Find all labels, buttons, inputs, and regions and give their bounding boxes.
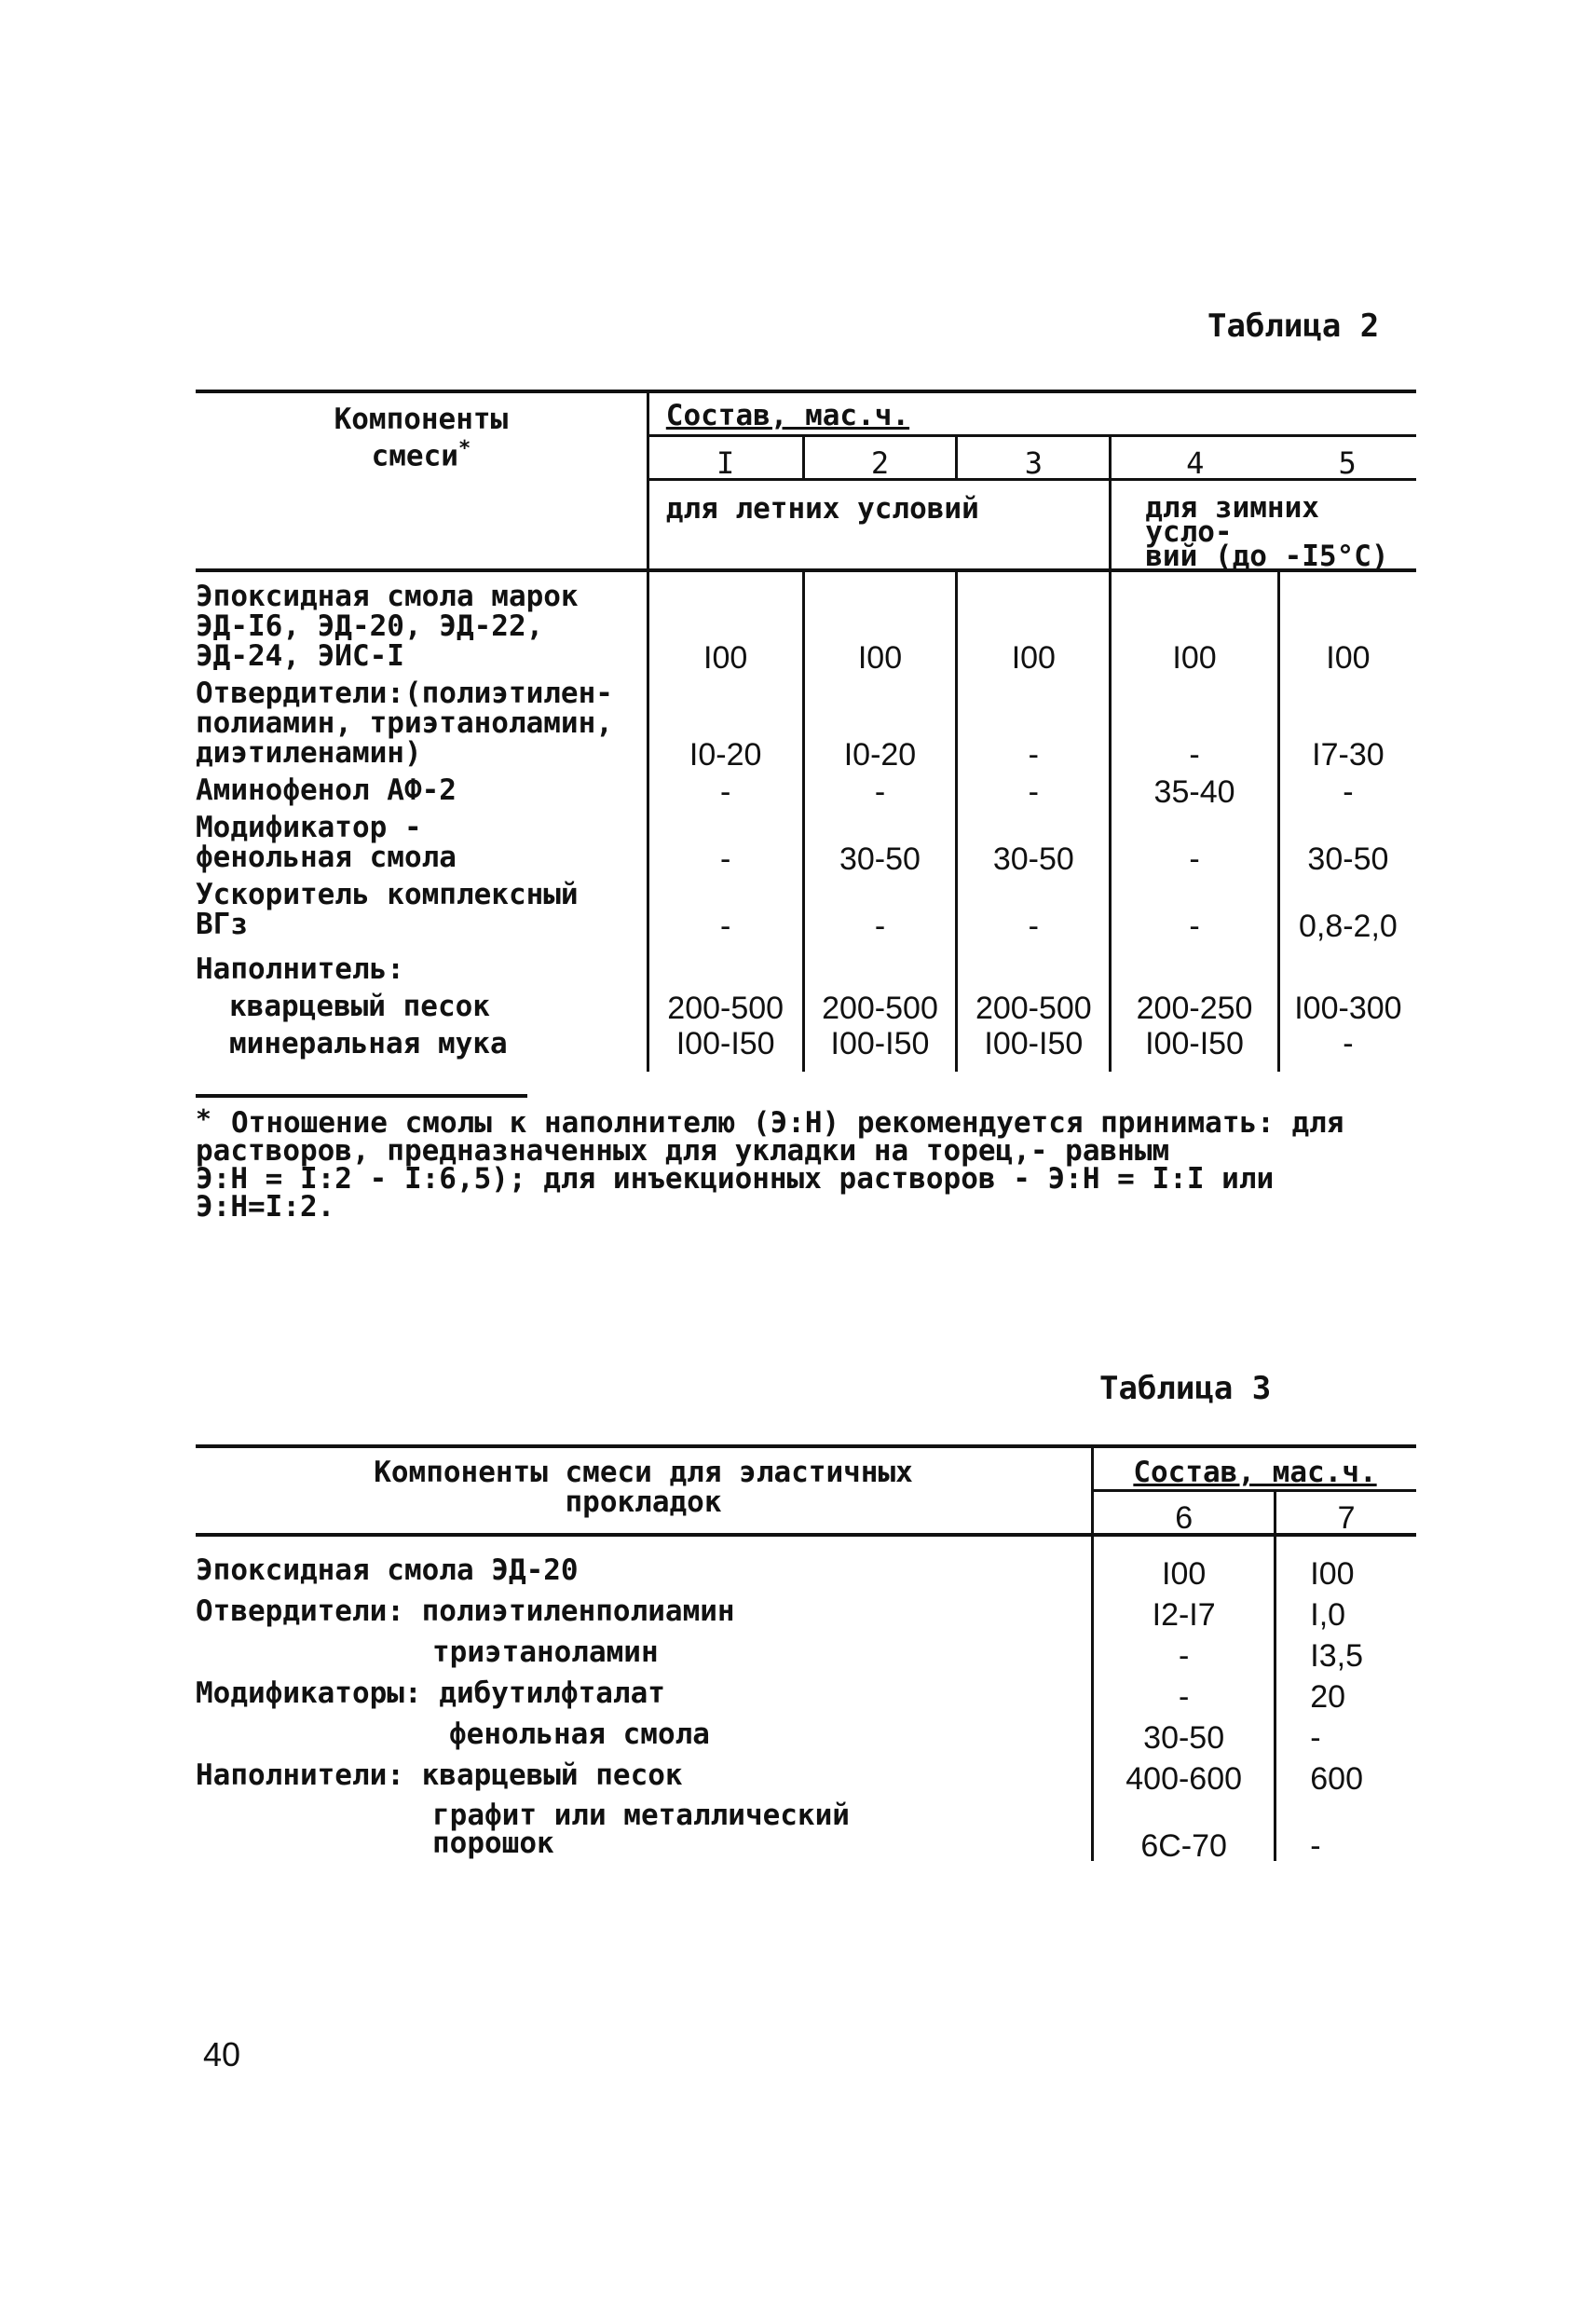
cell: - xyxy=(957,673,1111,770)
table-row xyxy=(196,1671,1416,1712)
table-row xyxy=(196,807,1416,874)
table-row xyxy=(196,1535,1416,1589)
table2-col-4: 4 xyxy=(1111,436,1279,480)
cell: I00-300 xyxy=(1294,991,1402,1026)
table2 xyxy=(196,390,1416,1072)
row-label: Ускоритель комплексный ВГз xyxy=(196,874,648,941)
table-row xyxy=(196,673,1416,770)
table2-summer-label: для летних условий xyxy=(648,480,1110,571)
footnote-line: Отношение смолы к наполнителю (Э:Н) рекомендуется принимать: для xyxy=(231,1106,1344,1140)
row-label: минеральная мука xyxy=(196,1023,648,1072)
cell xyxy=(648,941,803,986)
table3-col-6: 6 xyxy=(1093,1491,1275,1536)
cell: 200-250 xyxy=(1111,986,1279,1023)
page-number: 40 xyxy=(203,2035,241,2073)
cell: I2-I7 xyxy=(1093,1589,1275,1630)
table2-header-composition: Состав, мас.ч. xyxy=(648,391,1416,436)
row-label: Наполнители: кварцевый песок xyxy=(196,1753,1093,1794)
row-label: Отвердители:(полиэтилен- полиамин, триэтаноламин, диэтиленамин) xyxy=(196,673,648,770)
cell: 30-50 xyxy=(1307,841,1389,877)
cell: - xyxy=(957,874,1111,941)
row-label: Эпоксидная смола ЭД-20 xyxy=(196,1535,1093,1589)
cell: - xyxy=(1310,1828,1321,1864)
cell: I00-I50 xyxy=(957,1023,1111,1072)
cell xyxy=(1111,941,1279,986)
cell: 30-50 xyxy=(803,807,957,874)
row-label: Аминофенол АФ-2 xyxy=(196,770,648,807)
cell: I7-30 xyxy=(1312,737,1385,773)
cell: I3,5 xyxy=(1310,1638,1363,1674)
table-row xyxy=(196,1023,1416,1072)
table-row xyxy=(196,1712,1416,1753)
cell: - xyxy=(648,770,803,807)
table-row xyxy=(196,874,1416,941)
footnote-star: * xyxy=(196,1103,211,1134)
table-row xyxy=(196,941,1416,986)
table-row xyxy=(196,1630,1416,1671)
footnote-line: Э:Н = I:2 - I:6,5); для инъекционных растворов - Э:Н = I:I или xyxy=(196,1162,1275,1196)
table2-col-1: I xyxy=(648,436,803,480)
cell: - xyxy=(648,874,803,941)
table2-col-5: 5 xyxy=(1278,436,1416,480)
cell: I00-I50 xyxy=(1111,1023,1279,1072)
cell: 400-600 xyxy=(1093,1753,1275,1794)
cell: - xyxy=(1343,774,1354,810)
cell: I0-20 xyxy=(803,673,957,770)
table3-col-7: 7 xyxy=(1275,1491,1416,1536)
cell: 30-50 xyxy=(1093,1712,1275,1753)
cell: - xyxy=(1093,1671,1275,1712)
cell: 200-500 xyxy=(648,986,803,1023)
row-label: Модификатор - фенольная смола xyxy=(196,807,648,874)
table2-winter-label: для зимних усло- вий (до -I5°C) xyxy=(1111,480,1416,571)
footnote-line: растворов, предназначенных для укладки на торец,- равным xyxy=(196,1134,1170,1168)
cell: I0-20 xyxy=(648,673,803,770)
cell: I,0 xyxy=(1310,1597,1346,1633)
cell: - xyxy=(957,770,1111,807)
cell: - xyxy=(1111,807,1279,874)
cell: I00 xyxy=(957,570,1111,673)
cell: I00-I50 xyxy=(648,1023,803,1072)
table-row xyxy=(196,770,1416,807)
row-label: Эпоксидная смола марок ЭД-I6, ЭД-20, ЭД-22, ЭД-24, ЭИС-I xyxy=(196,570,648,673)
cell xyxy=(1278,941,1416,986)
table-row xyxy=(196,1589,1416,1630)
cell: 0,8-2,0 xyxy=(1298,909,1398,944)
row-label: Наполнитель: xyxy=(196,941,648,986)
cell: - xyxy=(1111,673,1279,770)
cell: 35-40 xyxy=(1111,770,1279,807)
row-label: фенольная смола xyxy=(196,1712,1093,1753)
cell: - xyxy=(803,770,957,807)
cell: - xyxy=(1310,1720,1321,1756)
cell xyxy=(803,941,957,986)
cell xyxy=(957,941,1111,986)
cell: 30-50 xyxy=(957,807,1111,874)
row-label: кварцевый песок xyxy=(196,986,648,1023)
table-row xyxy=(196,1753,1416,1794)
footnote-rule xyxy=(196,1094,527,1098)
table3-header-composition: Состав, мас.ч. xyxy=(1093,1446,1416,1491)
cell: - xyxy=(1343,1026,1354,1061)
cell: - xyxy=(1111,874,1279,941)
table-row xyxy=(196,570,1416,673)
table2-col-2: 2 xyxy=(803,436,957,480)
row-label: Модификаторы: дибутилфталат xyxy=(196,1671,1093,1712)
cell: 200-500 xyxy=(957,986,1111,1023)
table3-header-components: Компоненты смеси для эластичных прокладок xyxy=(196,1446,1093,1535)
cell: - xyxy=(803,874,957,941)
table3 xyxy=(196,1444,1416,1864)
cell: I00 xyxy=(1310,1556,1355,1592)
cell: I00 xyxy=(1111,570,1279,673)
cell: I00 xyxy=(1326,640,1371,676)
table-row xyxy=(196,1794,1416,1861)
footnote xyxy=(196,1103,1407,1224)
footnote-line: Э:Н=I:2. xyxy=(196,1190,335,1224)
table2-col-3: 3 xyxy=(957,436,1111,480)
row-label: Отвердители: полиэтиленполиамин xyxy=(196,1589,1093,1630)
cell: - xyxy=(1093,1630,1275,1671)
table2-header-components: Компоненты смеси* xyxy=(196,391,648,570)
table2-caption: Таблица 2 xyxy=(1207,308,1380,345)
cell: 200-500 xyxy=(803,986,957,1023)
cell: I00-I50 xyxy=(803,1023,957,1072)
cell: - xyxy=(648,807,803,874)
cell: I00 xyxy=(648,570,803,673)
row-label: триэтаноламин xyxy=(196,1630,1093,1671)
cell: 600 xyxy=(1310,1761,1363,1797)
cell: 20 xyxy=(1310,1679,1346,1715)
table-row xyxy=(196,986,1416,1023)
table3-caption: Таблица 3 xyxy=(1099,1370,1272,1407)
cell: I00 xyxy=(1093,1535,1275,1589)
cell: 6С-70 xyxy=(1093,1794,1275,1861)
row-label: графит или металлический порошок xyxy=(196,1794,1093,1861)
cell: I00 xyxy=(803,570,957,673)
